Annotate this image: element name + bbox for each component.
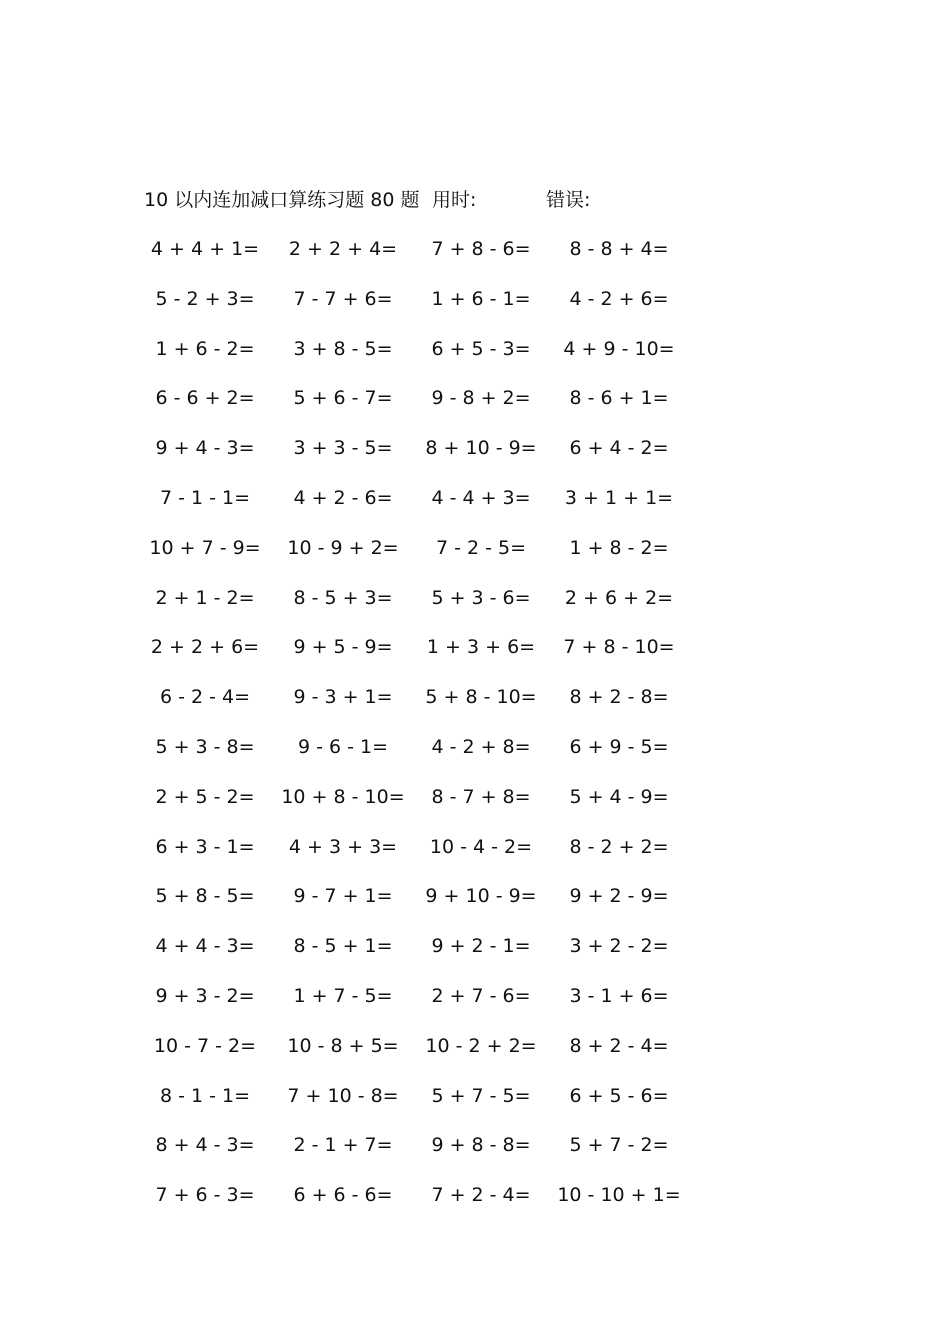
problem-item: 6 + 3 - 1= xyxy=(155,835,255,858)
problem-item: 1 + 6 - 2= xyxy=(155,337,255,360)
problem-item: 4 + 4 + 1= xyxy=(150,238,260,260)
problem-item: 10 - 4 - 2= xyxy=(429,835,533,858)
problem-item: 9 + 3 - 2= xyxy=(155,984,255,1007)
problem-item: 8 + 4 - 3= xyxy=(155,1134,255,1157)
problem-item: 8 + 10 - 9= xyxy=(425,437,537,460)
time-label: 用时: xyxy=(432,189,477,211)
problem-item: 8 - 2 + 2= xyxy=(569,835,669,858)
problem-item: 2 + 2 + 4= xyxy=(288,238,398,260)
problem-item: 4 - 4 + 3= xyxy=(431,486,531,509)
problem-item: 3 + 8 - 5= xyxy=(293,337,393,360)
problem-item: 5 + 8 - 10= xyxy=(425,686,537,709)
problem-item: 2 + 1 - 2= xyxy=(155,586,255,609)
problem-item: 7 - 2 - 5= xyxy=(435,536,527,559)
problem-item: 8 - 7 + 8= xyxy=(431,785,531,808)
problem-item: 4 - 2 + 6= xyxy=(569,287,669,310)
problem-item: 5 + 3 - 8= xyxy=(155,735,255,758)
problem-row xyxy=(130,234,730,284)
problem-item: 9 - 8 + 2= xyxy=(431,387,531,410)
problem-item: 3 + 2 - 2= xyxy=(569,935,669,958)
problem-item: 1 + 6 - 1= xyxy=(431,287,531,310)
problem-item: 2 + 6 + 2= xyxy=(564,586,674,609)
problem-row xyxy=(130,334,730,384)
errors-label: 错误: xyxy=(546,189,591,211)
problem-item: 10 - 7 - 2= xyxy=(153,1034,257,1057)
problem-item: 2 + 2 + 6= xyxy=(150,636,260,659)
problem-item: 7 - 7 + 6= xyxy=(293,287,393,310)
problem-row xyxy=(130,433,730,483)
problem-row xyxy=(130,881,730,931)
problem-item: 9 + 5 - 9= xyxy=(293,636,393,659)
problem-item: 9 - 6 - 1= xyxy=(297,735,389,758)
problem-item: 9 + 2 - 9= xyxy=(569,885,669,908)
problem-item: 7 + 10 - 8= xyxy=(287,1084,399,1107)
problem-row xyxy=(130,832,730,882)
problem-item: 9 + 2 - 1= xyxy=(431,935,531,958)
problem-item: 10 + 8 - 10= xyxy=(281,785,405,808)
problem-item: 6 + 6 - 6= xyxy=(293,1184,393,1207)
problem-row xyxy=(130,732,730,782)
problem-item: 6 + 9 - 5= xyxy=(569,735,669,758)
problem-item: 10 - 9 + 2= xyxy=(287,536,399,559)
problem-item: 6 + 4 - 2= xyxy=(569,437,669,460)
problem-item: 8 - 5 + 3= xyxy=(293,586,393,609)
problem-item: 2 + 5 - 2= xyxy=(155,785,255,808)
problem-item: 8 - 5 + 1= xyxy=(293,935,393,958)
problem-row xyxy=(130,931,730,981)
problem-item: 4 + 9 - 10= xyxy=(563,337,675,360)
problem-item: 5 - 2 + 3= xyxy=(155,287,255,310)
problem-row xyxy=(130,632,730,682)
problem-item: 8 + 2 - 4= xyxy=(569,1034,669,1057)
problem-item: 1 + 7 - 5= xyxy=(293,984,393,1007)
problem-item: 4 - 2 + 8= xyxy=(431,735,531,758)
problem-item: 10 - 8 + 5= xyxy=(287,1034,399,1057)
problem-item: 10 - 2 + 2= xyxy=(425,1034,537,1057)
problem-item: 3 + 1 + 1= xyxy=(564,486,674,509)
problem-row xyxy=(130,782,730,832)
problem-row xyxy=(130,383,730,433)
problem-item: 3 - 1 + 6= xyxy=(569,984,669,1007)
problem-item: 7 + 8 - 10= xyxy=(563,636,675,659)
problem-item: 4 + 3 + 3= xyxy=(288,835,398,858)
problem-item: 5 + 4 - 9= xyxy=(569,785,669,808)
problem-item: 5 + 7 - 2= xyxy=(569,1134,669,1157)
problem-item: 7 + 8 - 6= xyxy=(431,238,531,260)
problem-item: 9 - 3 + 1= xyxy=(293,686,393,709)
problem-item: 2 + 7 - 6= xyxy=(431,984,531,1007)
problem-item: 8 - 6 + 1= xyxy=(569,387,669,410)
problem-row xyxy=(130,1130,730,1180)
problem-item: 10 + 7 - 9= xyxy=(149,536,261,559)
problem-row xyxy=(130,583,730,633)
problem-item: 9 + 8 - 8= xyxy=(431,1134,531,1157)
problem-item: 4 + 2 - 6= xyxy=(293,486,393,509)
problem-item: 9 + 4 - 3= xyxy=(155,437,255,460)
problem-item: 5 + 6 - 7= xyxy=(293,387,393,410)
problem-item: 5 + 7 - 5= xyxy=(431,1084,531,1107)
problem-row xyxy=(130,284,730,334)
problem-item: 9 + 10 - 9= xyxy=(425,885,537,908)
problem-item: 7 - 1 - 1= xyxy=(159,486,251,509)
problem-row xyxy=(130,981,730,1031)
problem-item: 8 + 2 - 8= xyxy=(569,686,669,709)
problem-item: 6 - 6 + 2= xyxy=(155,387,255,410)
problem-item: 9 - 7 + 1= xyxy=(293,885,393,908)
problem-item: 4 + 4 - 3= xyxy=(155,935,255,958)
problem-item: 1 + 3 + 6= xyxy=(426,636,536,659)
problem-item: 6 + 5 - 3= xyxy=(431,337,531,360)
problem-row xyxy=(130,1180,730,1230)
problem-item: 7 + 2 - 4= xyxy=(431,1184,531,1207)
problem-item: 8 - 8 + 4= xyxy=(569,238,669,260)
problem-row xyxy=(130,483,730,533)
problem-item: 5 + 3 - 6= xyxy=(431,586,531,609)
problem-row xyxy=(130,1031,730,1081)
problem-row xyxy=(130,682,730,732)
worksheet-title: 10 以内连加减口算练习题 80 题 xyxy=(144,189,420,211)
problem-item: 7 + 6 - 3= xyxy=(155,1184,255,1207)
problem-item: 1 + 8 - 2= xyxy=(569,536,669,559)
problem-row xyxy=(130,533,730,583)
problem-item: 6 - 2 - 4= xyxy=(159,686,251,709)
problem-grid xyxy=(130,234,730,1230)
problem-item: 6 + 5 - 6= xyxy=(569,1084,669,1107)
problem-item: 3 + 3 - 5= xyxy=(293,437,393,460)
problem-item: 10 - 10 + 1= xyxy=(557,1184,681,1207)
problem-item: 8 - 1 - 1= xyxy=(159,1084,251,1107)
problem-row xyxy=(130,1081,730,1131)
problem-item: 5 + 8 - 5= xyxy=(155,885,255,908)
problem-item: 2 - 1 + 7= xyxy=(293,1134,393,1157)
